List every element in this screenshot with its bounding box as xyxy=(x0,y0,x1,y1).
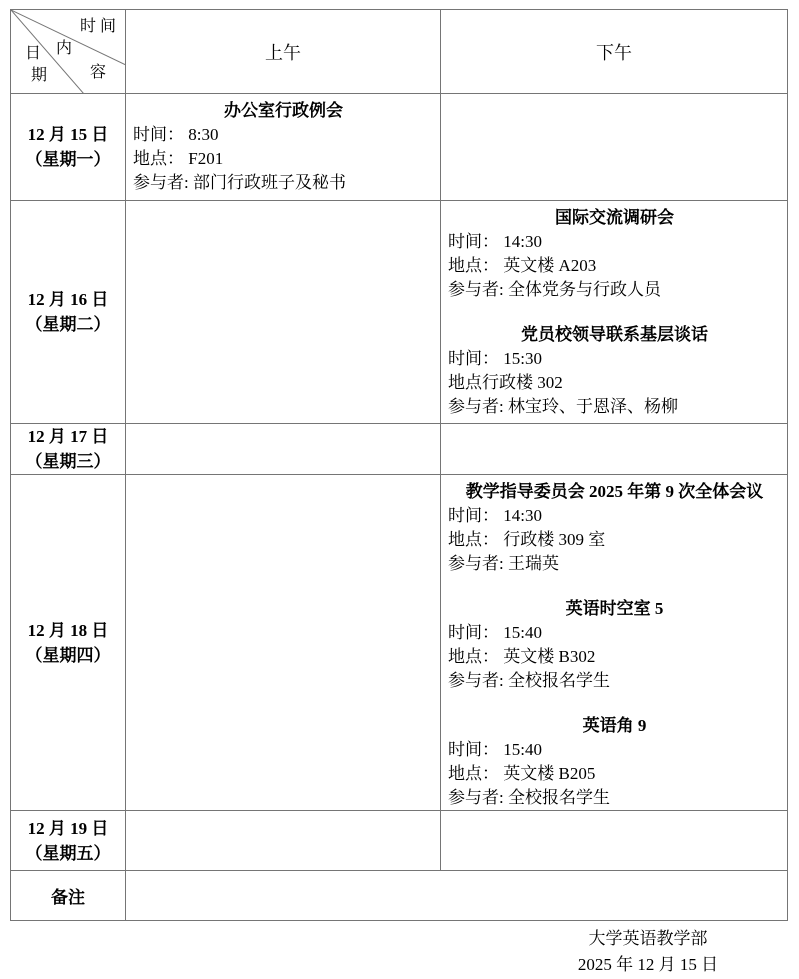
event-time: 时间： 15:30 xyxy=(448,349,542,368)
date-cell-fri xyxy=(11,811,126,871)
date-text: 12 月 17 日 xyxy=(27,427,109,446)
event xyxy=(448,714,781,810)
event-place: 地点： 英文楼 B302 xyxy=(448,647,596,666)
event-place: 地点： F201 xyxy=(133,149,224,168)
morning-cell-tue xyxy=(126,201,441,424)
event-time: 时间： 14:30 xyxy=(448,232,542,251)
column-header-morning: 上午 xyxy=(126,10,441,94)
corner-header-cell xyxy=(11,10,126,94)
schedule-table xyxy=(10,9,788,921)
date-text: 12 月 19 日 xyxy=(27,818,109,838)
date-cell-mon xyxy=(11,94,126,201)
remarks-content-cell xyxy=(126,871,788,921)
table-row-wed xyxy=(11,424,788,475)
weekday-text: （星期五） xyxy=(25,843,111,863)
table-row-fri xyxy=(11,811,788,871)
event-title: 英语时空室 5 xyxy=(565,599,664,618)
event-time: 时间： 14:30 xyxy=(448,506,542,525)
event-title: 英语角 9 xyxy=(582,716,647,735)
date-cell-wed xyxy=(11,424,126,475)
event-title: 国际交流调研会 xyxy=(555,208,674,227)
event-title: 党员校领导联系基层谈话 xyxy=(521,325,708,344)
remarks-row xyxy=(11,871,788,921)
event xyxy=(448,597,781,693)
morning-cell-thu xyxy=(126,475,441,811)
event-place: 地点行政楼 302 xyxy=(448,373,563,392)
weekday-text: （星期四） xyxy=(25,645,111,665)
event xyxy=(448,480,781,576)
event-place: 地点： 英文楼 A203 xyxy=(448,256,597,275)
event-time: 时间： 15:40 xyxy=(448,623,542,642)
date-text: 12 月 16 日 xyxy=(27,290,109,309)
event-title: 办公室行政例会 xyxy=(224,101,343,120)
event-place: 地点： 英文楼 B205 xyxy=(448,764,596,783)
morning-cell-wed xyxy=(126,424,441,475)
morning-cell-fri xyxy=(126,811,441,871)
event xyxy=(448,206,781,302)
weekday-text: （星期一） xyxy=(25,150,111,169)
header-row xyxy=(11,10,788,94)
column-header-afternoon: 下午 xyxy=(441,10,788,94)
event-participants: 参与者: 全体党务与行政人员 xyxy=(448,280,661,299)
signature-block xyxy=(528,926,768,978)
corner-date-label-top: 日 xyxy=(25,45,42,62)
afternoon-cell-wed xyxy=(441,424,788,475)
afternoon-cell-tue xyxy=(441,201,788,424)
afternoon-cell-mon xyxy=(441,94,788,201)
weekday-text: （星期二） xyxy=(25,315,111,334)
corner-date-label-bottom: 期 xyxy=(31,67,48,84)
date-text: 12 月 15 日 xyxy=(27,125,109,144)
event-participants: 参与者: 王瑞英 xyxy=(448,554,559,573)
afternoon-cell-fri xyxy=(441,811,788,871)
event-participants: 参与者: 全校报名学生 xyxy=(448,788,610,807)
department-name: 大学英语教学部 xyxy=(588,929,708,948)
date-text: 12 月 18 日 xyxy=(27,620,109,640)
weekday-text: （星期三） xyxy=(25,452,111,471)
event xyxy=(133,99,434,195)
event-participants: 参与者: 林宝玲、于恩泽、杨柳 xyxy=(448,397,678,416)
morning-cell-mon xyxy=(126,94,441,201)
corner-content-label-bottom: 容 xyxy=(90,64,107,81)
event-participants: 参与者: 全校报名学生 xyxy=(448,671,610,690)
corner-time-label: 时 间 xyxy=(79,18,116,35)
signature-date: 2025 年 12 月 15 日 xyxy=(577,955,719,974)
date-cell-tue xyxy=(11,201,126,424)
corner-content-label-top: 内 xyxy=(56,40,73,57)
event-place: 地点： 行政楼 309 室 xyxy=(448,530,606,549)
remarks-label: 备注 xyxy=(11,871,126,921)
event-title: 教学指导委员会 2025 年第 9 次全体会议 xyxy=(465,482,764,501)
event-time: 时间： 8:30 xyxy=(133,125,219,144)
table-row-thu xyxy=(11,475,788,811)
table-row-tue xyxy=(11,201,788,424)
event-time: 时间： 15:40 xyxy=(448,740,542,759)
table-row-mon xyxy=(11,94,788,201)
event-participants: 参与者: 部门行政班子及秘书 xyxy=(133,173,346,192)
afternoon-cell-thu xyxy=(441,475,788,811)
date-cell-thu xyxy=(11,475,126,811)
event xyxy=(448,323,781,419)
